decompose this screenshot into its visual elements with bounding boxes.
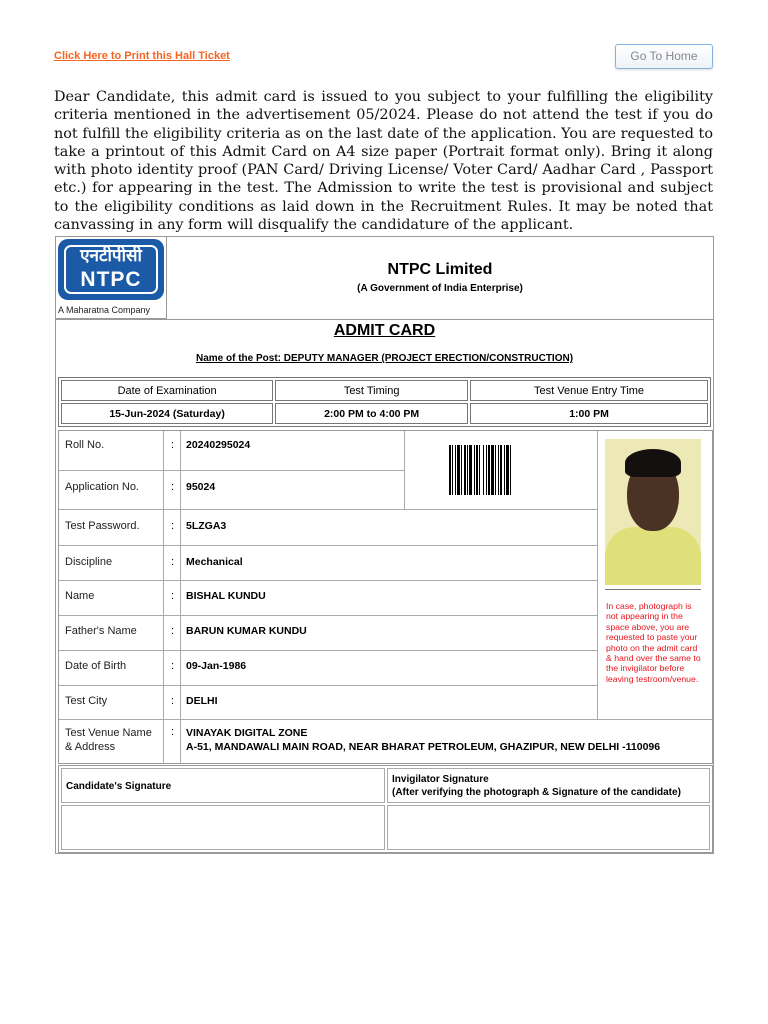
name-value: BISHAL KUNDU	[186, 590, 266, 602]
detail-row-fathers-name	[59, 615, 597, 650]
schedule-header-row	[61, 380, 708, 401]
colon: :	[171, 625, 175, 637]
schedule-value-row	[61, 403, 708, 424]
colon: :	[171, 726, 175, 738]
barcode-bar	[469, 445, 472, 495]
test-venue-address: A-51, MANDAWALI MAIN ROAD, NEAR BHARAT PETROLEUM, GHAZIPUR, NEW DELHI -110096	[186, 741, 661, 753]
invigilator-signature-title: Invigilator Signature	[392, 774, 489, 785]
photo-shirt	[605, 527, 701, 585]
roll-no-value: 20240295024	[186, 439, 251, 451]
barcode-bar	[479, 445, 480, 495]
logo-tagline: A Maharatna Company	[58, 305, 151, 315]
exam-schedule-table	[58, 377, 711, 427]
test-venue-name: VINAYAK DIGITAL ZONE	[186, 727, 308, 739]
admit-card	[55, 236, 714, 854]
barcode-bar	[461, 445, 462, 495]
barcode-bar	[464, 445, 466, 495]
schedule-header-entry: Test Venue Entry Time	[470, 380, 708, 401]
instructions-paragraph: Dear Candidate, this admit card is issued to you subject to your fulfilling the eligibility criteria mentioned in the advertisement 05/2024. Please do not attend the test if you do not fulfill the eligibility criteria as on the last date of the application. You are requested to take a printout of this Admit Card on A4 size paper (Portrait format only). Bring it along with photo identity proof (PAN Card/ Driving License/ Voter Card/ Aadhar Card , Passport etc.) for appearing in the test. The Admission to write the test is provisional and subject to the eligibility conditions as laid down in the Recruitment Rules. It may be noted that canvassing in any form will disqualify the candidature of the applicant.	[54, 89, 713, 234]
colon: :	[171, 660, 175, 672]
date-of-birth-label: Date of Birth	[65, 660, 127, 672]
barcode-bar	[500, 445, 502, 495]
org-subtitle: (A Government of India Enterprise)	[357, 283, 523, 294]
discipline-value: Mechanical	[186, 556, 243, 568]
detail-row-application-no	[59, 470, 404, 509]
application-no-value: 95024	[186, 481, 216, 493]
test-venue-value	[186, 726, 660, 754]
logo-english-text: NTPC	[80, 268, 142, 291]
ntpc-logo	[56, 237, 167, 319]
barcode-bar	[474, 445, 475, 495]
photo-hair	[625, 449, 681, 477]
barcode-bar	[452, 445, 453, 495]
application-no-label: Application No.	[65, 481, 139, 493]
colon: :	[171, 590, 175, 602]
barcode-bar	[510, 445, 511, 495]
detail-row-roll-no	[59, 431, 404, 470]
roll-no-label: Roll No.	[65, 439, 105, 451]
colon: :	[171, 439, 175, 451]
post-name: Name of the Post: DEPUTY MANAGER (PROJECT ERECTION/CONSTRUCTION)	[195, 353, 574, 364]
candidate-signature-box	[61, 805, 385, 850]
detail-row-test-password	[59, 509, 597, 545]
candidate-photo	[605, 439, 701, 585]
colon: :	[171, 556, 175, 568]
schedule-header-timing: Test Timing	[275, 380, 468, 401]
barcode-divider	[404, 431, 405, 509]
barcode-bar	[491, 445, 494, 495]
barcode-bar	[449, 445, 451, 495]
barcode-bar	[498, 445, 499, 495]
detail-row-test-city	[59, 685, 597, 719]
candidate-details	[58, 430, 713, 764]
barcode-bar	[476, 445, 478, 495]
org-name: NTPC Limited	[387, 261, 493, 278]
candidate-signature-label: Candidate's Signature	[61, 768, 385, 803]
test-password-label: Test Password.	[65, 520, 140, 532]
barcode-bar	[495, 445, 496, 495]
photo-instruction-note: In case, photograph is not appearing in the space above, you are requested to paste your photo on the admit card & hand over the same to the invigilator before leaving testroom/venue.	[606, 601, 701, 684]
invigilator-signature-label	[387, 768, 710, 803]
fathers-name-label: Father's Name	[65, 625, 137, 637]
test-timing: 2:00 PM to 4:00 PM	[275, 403, 468, 424]
test-venue-label-line1: Test Venue Name	[65, 727, 152, 739]
detail-row-date-of-birth	[59, 650, 597, 685]
invigilator-signature-note: (After verifying the photograph & Signature of the candidate)	[392, 787, 681, 798]
schedule-header-date: Date of Examination	[61, 380, 273, 401]
discipline-label: Discipline	[65, 556, 113, 568]
photo-underline	[605, 589, 701, 590]
header-divider	[56, 319, 713, 320]
entry-time: 1:00 PM	[470, 403, 708, 424]
colon: :	[171, 481, 175, 493]
barcode-bar	[488, 445, 490, 495]
logo-hindi-text: एनटीपीसी	[80, 246, 142, 266]
print-hall-ticket-link[interactable]: Click Here to Print this Hall Ticket	[54, 50, 230, 62]
admit-card-title: ADMIT CARD	[333, 322, 436, 339]
barcode-bar	[486, 445, 487, 495]
colon: :	[171, 520, 175, 532]
name-label: Name	[65, 590, 95, 602]
photo-divider	[597, 431, 598, 719]
date-of-birth-value: 09-Jan-1986	[186, 660, 247, 672]
go-to-home-button[interactable]: Go To Home	[615, 44, 713, 69]
test-city-value: DELHI	[186, 695, 218, 707]
test-city-label: Test City	[65, 695, 108, 707]
barcode-bar	[483, 445, 484, 495]
detail-row-name	[59, 580, 597, 615]
roll-number-barcode	[449, 445, 557, 495]
test-password-value: 5LZGA3	[186, 520, 227, 532]
invigilator-signature-box	[387, 805, 710, 850]
barcode-bar	[457, 445, 460, 495]
barcode-bar	[506, 445, 509, 495]
detail-row-test-venue	[59, 719, 712, 763]
signature-section	[58, 765, 713, 853]
barcode-bar	[467, 445, 468, 495]
test-venue-label	[65, 726, 152, 754]
exam-date: 15-Jun-2024 (Saturday)	[61, 403, 273, 424]
barcode-bar	[504, 445, 505, 495]
colon: :	[171, 695, 175, 707]
barcode-bar	[455, 445, 456, 495]
fathers-name-value: BARUN KUMAR KUNDU	[186, 625, 307, 637]
detail-row-discipline	[59, 545, 597, 580]
test-venue-label-line2: & Address	[65, 741, 116, 753]
